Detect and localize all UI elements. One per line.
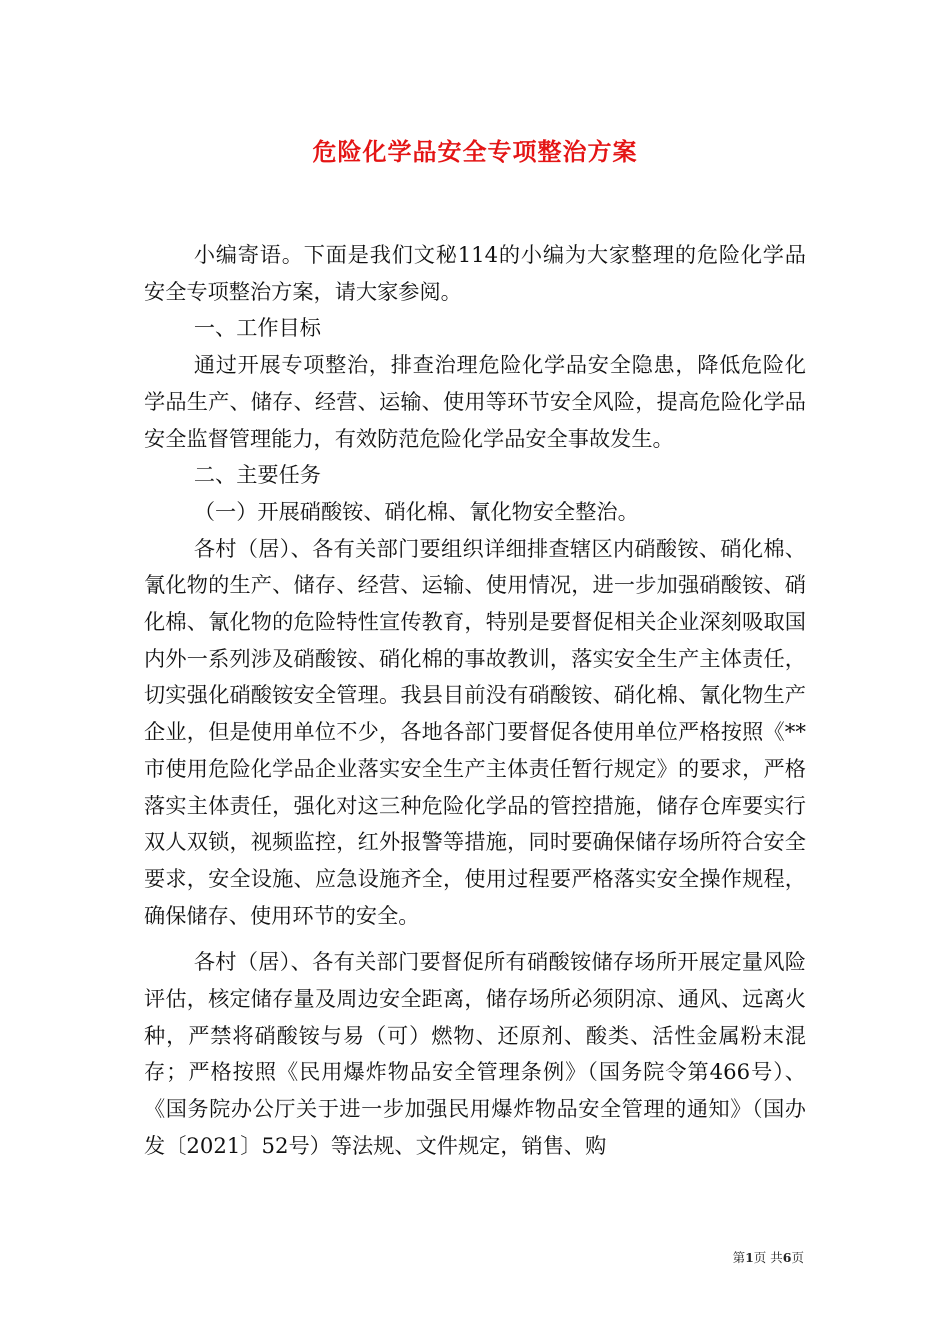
subsection-heading-1: （一）开展硝酸铵、硝化棉、氰化物安全整治。 [193,498,639,524]
footer-prefix: 第 [732,1250,746,1265]
goals-paragraph: 通过开展专项整治，排查治理危险化学品安全隐患，降低危险化学品生产、储存、经营、运输、使用等环节安全风险，提高危险化学品安全监督管理能力，有效防范危险化学品安全事故发生。 [144,352,806,451]
document-title: 危险化学品安全专项整治方案 [312,137,638,166]
section-heading-goals: 一、工作目标 [193,315,321,341]
page-number-footer [733,1248,804,1266]
footer-middle: 页 共 [753,1250,783,1265]
document-body [144,237,806,1165]
intro-paragraph: 小编寄语。下面是我们文秘114的小编为大家整理的危险化学品安全专项整治方案，请大家参阅。 [144,242,806,304]
total-pages-number: 6 [782,1250,792,1265]
task-paragraph-1: 各村（居）、各有关部门要组织详细排查辖区内硝酸铵、硝化棉、氰化物的生产、储存、经营、运输、使用情况，进一步加强硝酸铵、硝化棉、氰化物的危险特性宣传教育，特别是要督促相关企业深刻吸取国内外一系列涉及硝酸铵、硝化棉的事故教训，落实安全生产主体责任，切实强化硝酸铵安全管理。我县目前没有硝酸铵、硝化棉、氰化物生产企业，但是使用单位不少，各地各部门要督促各使用单位严格按照《**市使用危险化学品企业落实安全生产主体责任暂行规定》的要求，严格落实主体责任，强化对这三种危险化学品的管控措施，储存仓库要实行双人双锁，视频监控，红外报警等措施，同时要确保储存场所符合安全要求，安全设施、应急设施齐全，使用过程要严格落实安全操作规程，确保储存、使用环节的安全。 [144,535,806,928]
current-page-number: 1 [745,1250,754,1265]
section-heading-tasks: 二、主要任务 [193,462,321,488]
footer-suffix: 页 [791,1250,804,1265]
task-paragraph-2: 各村（居）、各有关部门要督促所有硝酸铵储存场所开展定量风险评估，核定储存量及周边安全距离，储存场所必须阴凉、通风、远离火种，严禁将硝酸铵与易（可）燃物、还原剂、酸类、活性金属粉末混存；严格按照《民用爆炸物品安全管理条例》（国务院令第466号）、《国务院办公厅关于进一步加强民用爆炸物品安全管理的通知》（国办发〔2021〕52号）等法规、文件规定，销售、购 [144,949,806,1158]
